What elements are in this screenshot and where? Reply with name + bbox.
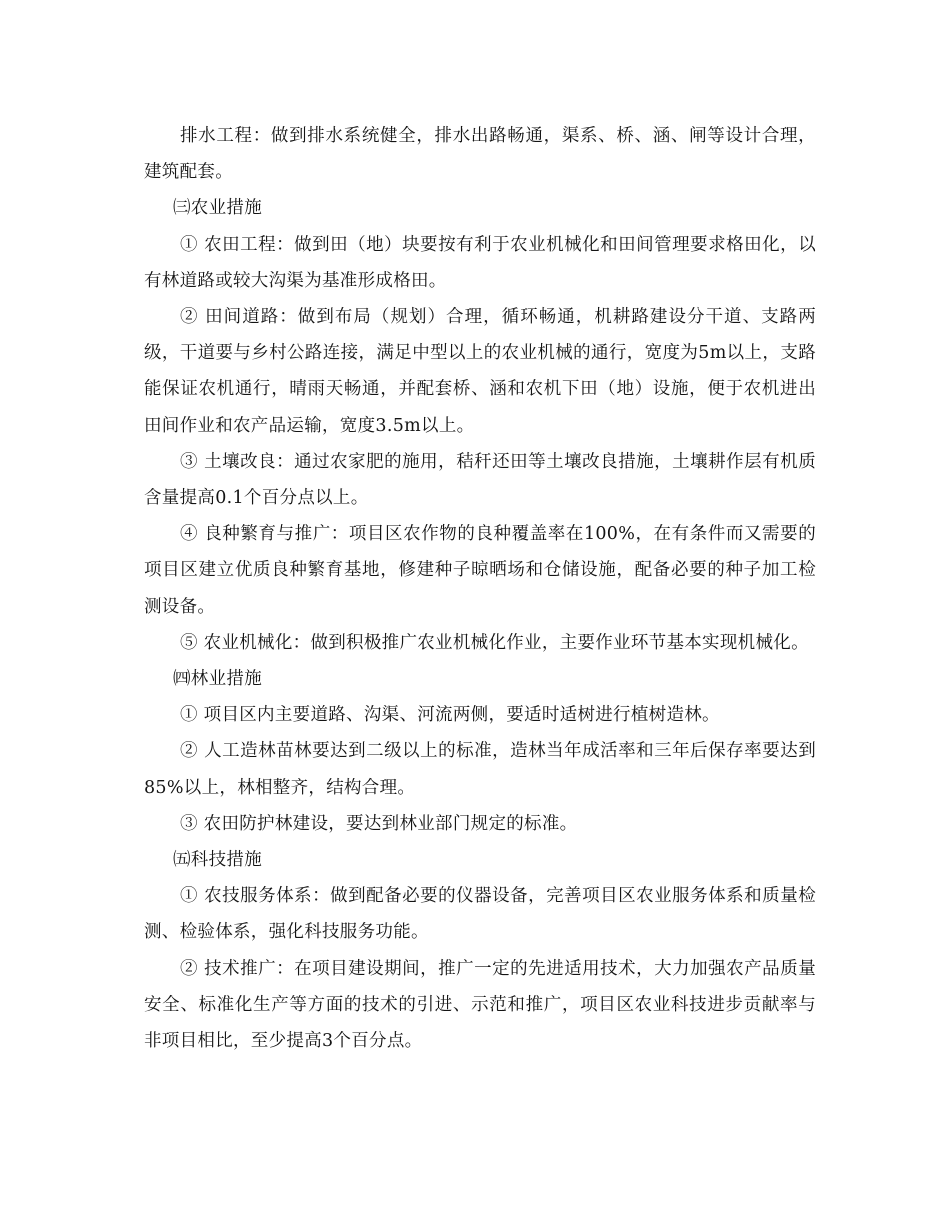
paragraph: [144, 299, 816, 444]
text-line: 排水工程：做到排水系统健全，排水出路畅通，渠系、桥、涵、闸等设计合: [180, 126, 780, 146]
paragraph: [144, 516, 816, 625]
text-line: 要的项目区建立优质良种繁育基地，修建种子晾晒场和仓储设施，配备必要的种: [144, 524, 816, 581]
text-line: ① 农技服务体系：做到配备必要的仪器设备，完善项目区农业服务体系和质: [180, 886, 781, 907]
text-line: 理，建筑配套。: [144, 126, 816, 183]
text-line: 支路能保证农机通行，晴雨天畅通，并配套桥、涵和农机下田（地）设施，便于: [144, 343, 816, 400]
paragraph: [144, 118, 816, 190]
text-line: 两级，干道要与乡村公路连接，满足中型以上的农业机械的通行，宽度为5m以上，: [144, 307, 816, 364]
text-line: ㈣林业措施: [173, 669, 262, 690]
text-line: 贡献率与非项目相比，至少提高3个百分点。: [144, 994, 816, 1052]
paragraph: [144, 227, 816, 299]
paragraph: [144, 878, 816, 950]
text-line: ④ 良种繁育与推广：项目区农作物的良种覆盖率在100%，在有条件而又需: [180, 524, 781, 545]
text-line: ② 人工造林苗林要达到二级以上的标准，造林当年成活率和三年后保存率要: [180, 741, 781, 762]
text-line: ① 项目区内主要道路、沟渠、河流两侧，要适时适树进行植树造林。: [180, 705, 720, 726]
text-line: 机质含量提高0.1个百分点以上。: [144, 451, 816, 509]
text-line: ③ 农田防护林建设，要达到林业部门规定的标准。: [180, 813, 578, 834]
text-line: ② 田间道路：做到布局（规划）合理，循环畅通，机耕路建设分干道、支路: [180, 307, 799, 328]
paragraph: [144, 697, 816, 733]
paragraph: [144, 625, 816, 661]
section-heading: [144, 842, 816, 878]
section-heading: [144, 190, 816, 226]
text-line: ㈢农业措施: [173, 198, 262, 219]
text-line: 量检测、检验体系，强化科技服务功能。: [144, 886, 816, 943]
document-body: [144, 118, 816, 1059]
text-line: 质量安全、标准化生产等方面的技术的引进、示范和推广，项目区农业科技进步: [144, 958, 816, 1015]
text-line: 农机进出田间作业和农产品运输，宽度3.5m以上。: [144, 379, 816, 436]
paragraph: [144, 733, 816, 805]
text-line: ① 农田工程：做到田（地）块要按有利于农业机械化和田间管理要求格田化，: [180, 234, 799, 255]
text-line: 子加工检测设备。: [144, 560, 816, 617]
text-line: ③ 土壤改良：通过农家肥的施用，秸秆还田等土壤改良措施，土壤耕作层有: [180, 451, 781, 472]
section-heading: [144, 661, 816, 697]
text-line: 以有林道路或较大沟渠为基准形成格田。: [144, 234, 816, 291]
paragraph: [144, 806, 816, 842]
text-line: ⑤ 农业机械化：做到积极推广农业机械化作业，主要作业环节基本实现机械: [180, 632, 774, 653]
text-line: 化。: [773, 632, 809, 653]
text-line: 达到85%以上，林相整齐，结构合理。: [144, 741, 816, 798]
text-line: ② 技术推广：在项目建设期间，推广一定的先进适用技术，大力加强农产品: [180, 958, 781, 979]
text-line: ㈤科技措施: [173, 850, 262, 871]
paragraph: [144, 951, 816, 1060]
paragraph: [144, 444, 816, 516]
